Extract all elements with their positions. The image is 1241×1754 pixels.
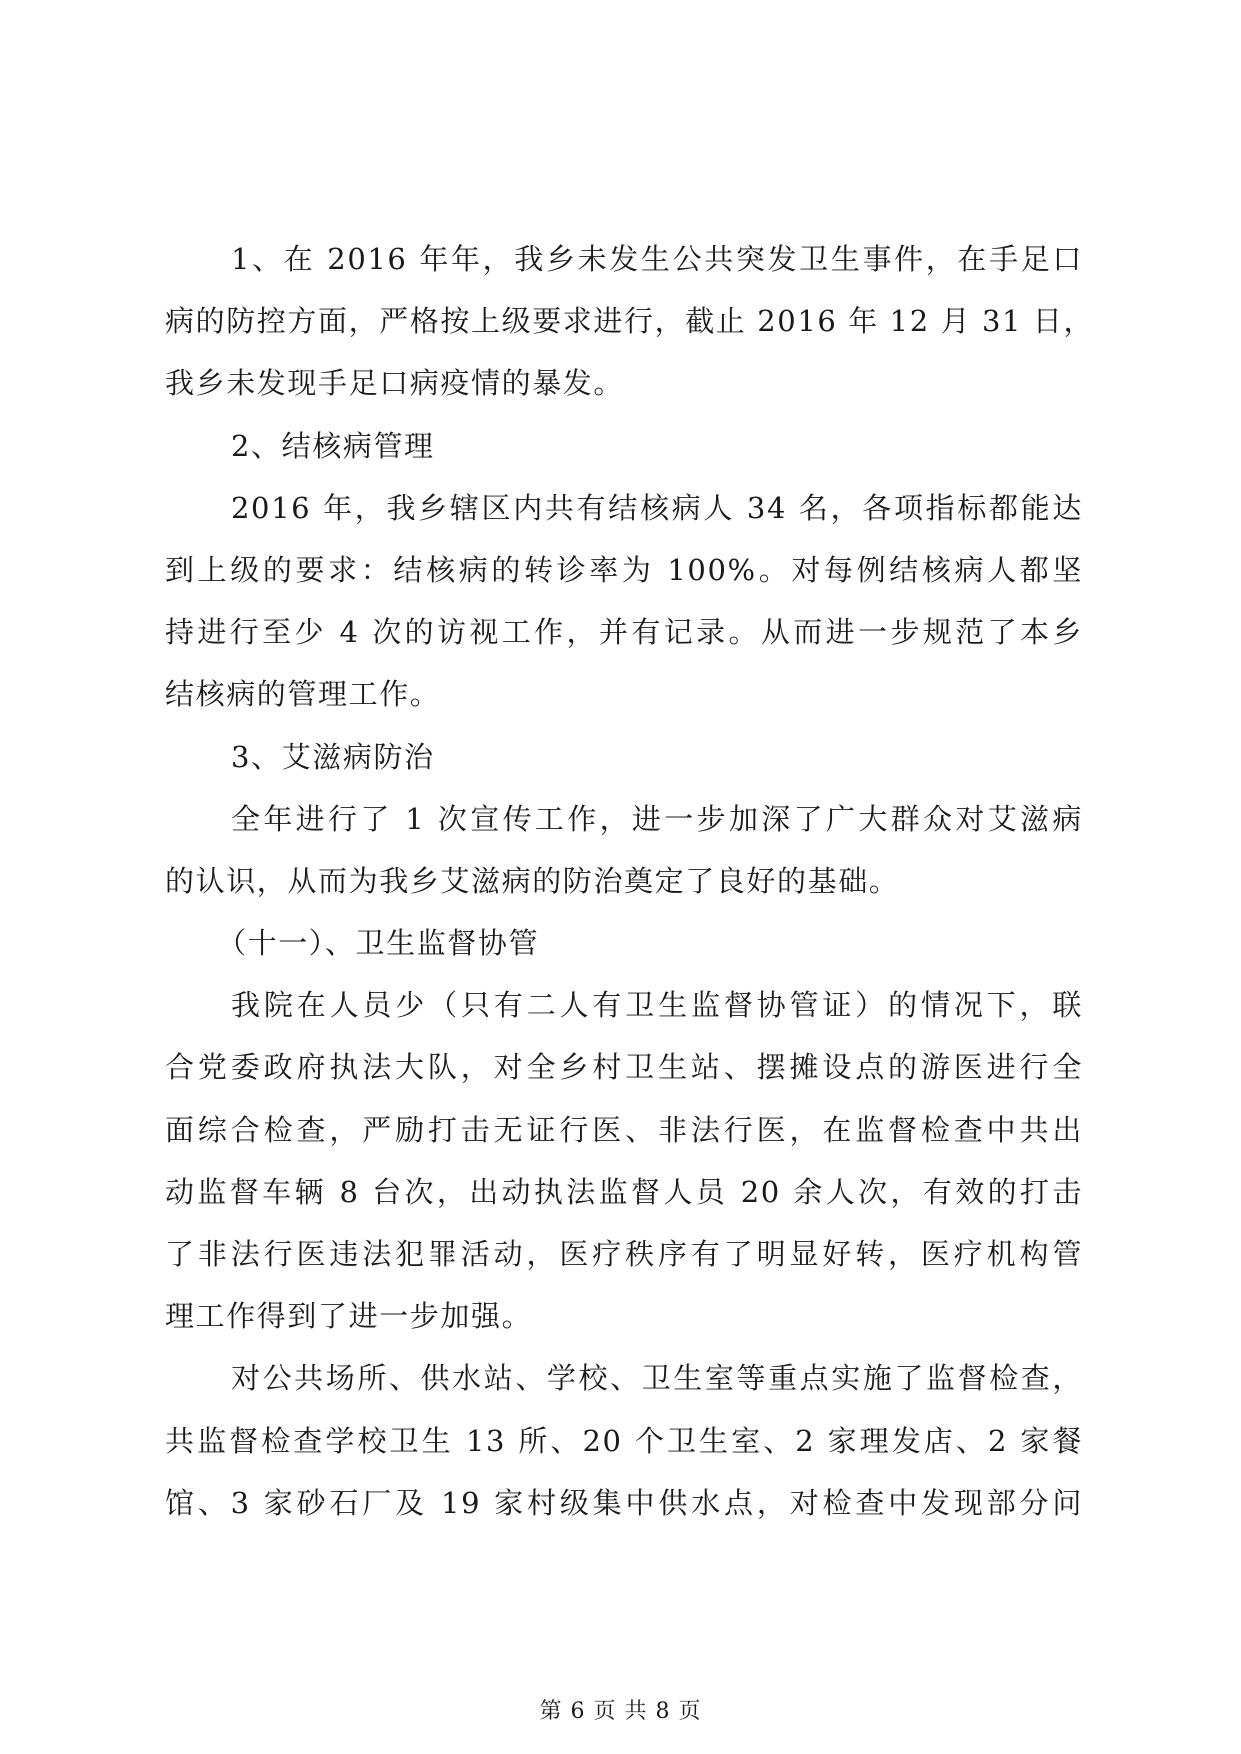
paragraph-line: 面综合检查，严励打击无证行医、非法行医，在监督检查中共出 — [165, 1112, 1083, 1147]
paragraph-line: 理工作得到了进一步加强。 — [165, 1299, 533, 1334]
section-heading: 3、艾滋病防治 — [231, 739, 435, 774]
paragraph-line: 1、在 2016 年年，我乡未发生公共突发卫生事件，在手足口 — [231, 242, 1083, 276]
paragraph-line: 对公共场所、供水站、学校、卫生室等重点实施了监督检查， — [231, 1361, 1083, 1396]
section-heading: （十一）、卫生监督协管 — [217, 926, 540, 961]
paragraph-line: 的认识，从而为我乡艾滋病的防治奠定了良好的基础。 — [165, 863, 900, 898]
section-heading: 2、结核病管理 — [231, 428, 435, 463]
paragraph-line: 了非法行医违法犯罪活动，医疗秩序有了明显好转，医疗机构管 — [165, 1237, 1083, 1271]
document-body — [165, 228, 1095, 1534]
page-footer — [0, 1694, 1241, 1725]
paragraph-line: 动监督车辆 8 台次，出动执法监督人员 20 余人次，有效的打击 — [165, 1174, 1083, 1209]
page-number: 第 6 页 共 8 页 — [539, 1699, 702, 1724]
paragraph-line: 到上级的要求：结核病的转诊率为 100%。对每例结核病人都坚 — [165, 552, 1083, 587]
paragraph-line: 共监督检查学校卫生 13 所、20 个卫生室、2 家理发店、2 家餐 — [165, 1423, 1083, 1458]
paragraph-line: 合党委政府执法大队，对全乡村卫生站、摆摊设点的游医进行全 — [165, 1050, 1083, 1085]
paragraph-line: 2016 年，我乡辖区内共有结核病人 34 名，各项指标都能达 — [231, 490, 1083, 525]
paragraph-line: 馆、3 家砂石厂及 19 家村级集中供水点，对检查中发现部分问 — [165, 1485, 1083, 1520]
paragraph-line: 病的防控方面，严格按上级要求进行，截止 2016 年 12 月 31 日， — [165, 304, 1095, 339]
paragraph-line: 结核病的管理工作。 — [165, 677, 441, 712]
paragraph-line: 我乡未发现手足口病疫情的暴发。 — [165, 366, 625, 401]
paragraph-line: 我院在人员少（只有二人有卫生监督协管证）的情况下，联 — [231, 988, 1083, 1023]
paragraph-line: 全年进行了 1 次宣传工作，进一步加深了广大群众对艾滋病 — [231, 801, 1083, 836]
paragraph-line: 持进行至少 4 次的访视工作，并有记录。从而进一步规范了本乡 — [165, 615, 1083, 650]
